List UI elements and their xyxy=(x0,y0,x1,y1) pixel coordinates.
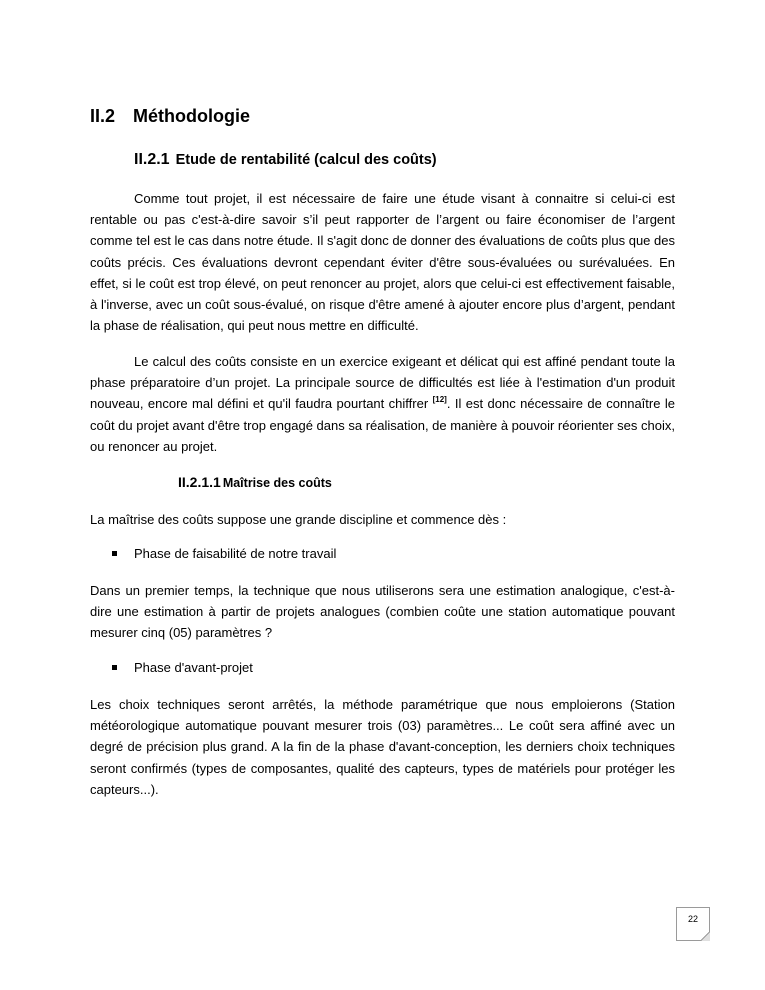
subsubsection-number: II.2.1.1 xyxy=(178,474,221,490)
page-curl-icon xyxy=(700,931,710,941)
bullet-square-icon xyxy=(112,551,117,556)
citation-reference: [12] xyxy=(432,395,447,405)
section-heading xyxy=(90,106,250,127)
subsubsection-heading xyxy=(178,474,332,490)
bullet-faisabilite xyxy=(112,544,336,564)
paragraph-choix-techniques: Les choix techniques seront arrêtés, la méthode paramétrique que nous emploierons (Station météorologique automatique pouvant mesurer trois (03) paramètres... Le coût sera affiné avec un degré de précision plus grand. A la fin de la phase d'avant-conception, les derniers choix techniques seront confirmés (types de composantes, qualité des capteurs, types de matériels pour protéger les capteurs...). xyxy=(90,697,675,797)
bullet-square-icon xyxy=(112,665,117,670)
subsection-number: II.2.1 xyxy=(134,151,170,168)
paragraph-estimation-analogique: Dans un premier temps, la technique que nous utiliserons sera une estimation analogique, c'est-à-dire une estimation à partir de projets analogues (combien coûte une station automatique pouvant mesurer cinq (05) paramètres ? xyxy=(90,583,675,641)
bullet-avant-projet-label: Phase d'avant-projet xyxy=(134,660,253,675)
paragraph-maitrise-intro: La maîtrise des coûts suppose une grande discipline et commence dès : xyxy=(90,512,507,527)
bullet-avant-projet xyxy=(112,658,253,678)
paragraph-rentabilite: Comme tout projet, il est nécessaire de faire une étude visant à connaitre si celui-ci est rentable ou pas c'est-à-dire savoir s’il peut rapporter de l’argent ou faire économiser de l’argent comme tel est le cas dans notre étude. Il s'agit donc de donner des évaluations de coûts plus que des coûts précis. Ces évaluations devront cependant éviter d'être sous-évaluées ou surévaluées. En effet, si le coût est trop élevé, on peut renoncer au projet, alors que celui-ci est effectivement faisable, à l'inverse, avec un coût sous-évalué, on risque d'être amené à ajouter encore plus d’argent, pendant la phase de réalisation, qui peut nous mettre en difficulté. xyxy=(90,191,675,334)
page-number-box xyxy=(676,907,710,941)
section-title: Méthodologie xyxy=(133,106,250,126)
paragraph-calcul-couts xyxy=(90,351,675,457)
section-number: II.2 xyxy=(90,106,116,126)
subsection-title: Etude de rentabilité (calcul des coûts) xyxy=(175,152,437,168)
paragraph-calcul-text-end: . Il est donc nécessaire de connaître le coût du projet avant d'être trop engagé dans sa réalisation, de manière à pouvoir réorienter ses choix, ou renoncer au projet. xyxy=(90,396,675,454)
bullet-faisabilite-label: Phase de faisabilité de notre travail xyxy=(134,546,337,561)
page-number: 22 xyxy=(687,914,698,924)
subsubsection-title: Maîtrise des coûts xyxy=(222,476,332,490)
paragraph-calcul-text: Le calcul des coûts consiste en un exercice exigeant et délicat qui est affiné pendant toute la phase préparatoire d’un projet. La principale source de difficultés est liée à l'estimation d'un produit nouveau, encore mal défini et qu'il faudra pourtant chiffrer xyxy=(90,354,675,412)
subsection-heading xyxy=(134,151,437,169)
